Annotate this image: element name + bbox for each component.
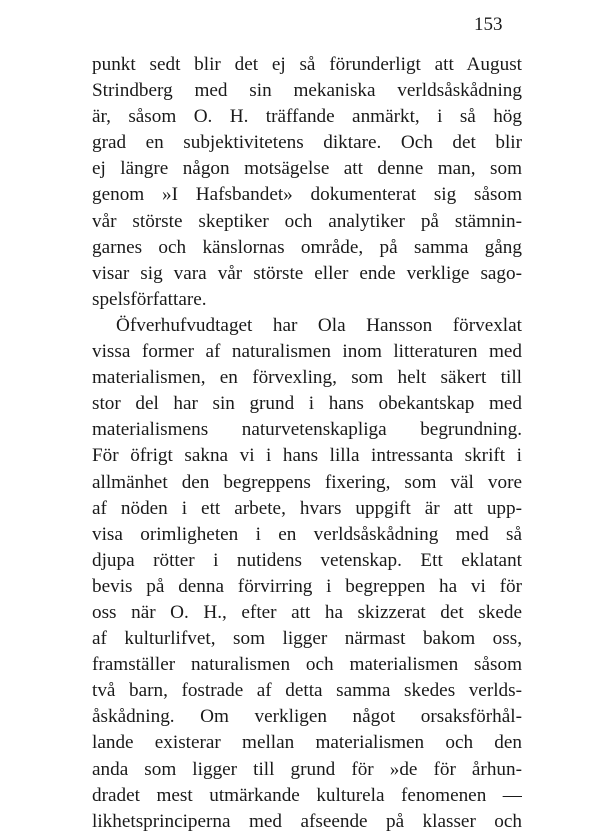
text-line: dradet mest utmärkande kulturela fenomenen — <box>92 784 522 806</box>
text-line: likhetsprinciperna med afseende på klasser och <box>92 810 522 832</box>
page-number: 153 <box>474 14 503 35</box>
text-line: garnes och känslornas område, på samma gång <box>92 236 522 258</box>
text-line: punkt sedt blir det ej så förunderligt att August <box>92 54 522 75</box>
text-line: materialismens naturvetenskapliga begrundning. <box>92 419 522 441</box>
text-line: materialismen, en förvexling, som helt säkert till <box>92 367 522 389</box>
text-line: är, såsom O. H. träffande anmärkt, i så hög <box>92 106 522 128</box>
text-line: djupa rötter i nutidens vetenskap. Ett eklatant <box>92 549 522 571</box>
text-line: bevis på denna förvirring i begreppen ha vi för <box>92 575 522 597</box>
text-line: af nöden i ett arbete, hvars uppgift är att upp- <box>92 497 522 519</box>
text-line: lande existerar mellan materialismen och den <box>92 732 522 754</box>
text-line: visar sig vara vår störste eller ende verklige sago- <box>92 262 522 284</box>
text-line: stor del har sin grund i hans obekantskap med <box>92 393 522 415</box>
body-text <box>92 52 522 835</box>
text-line: Strindberg med sin mekaniska verldsåskådning <box>92 80 522 102</box>
text-line: genom »I Hafsbandet» dokumenterat sig såsom <box>92 184 522 206</box>
text-line: åskådning. Om verkligen något orsaksförhål- <box>92 706 522 728</box>
text-line: två barn, fostrade af detta samma skedes verlds- <box>92 680 522 702</box>
text-line: visa orimligheten i en verldsåskådning med så <box>92 523 522 545</box>
text-line: oss när O. H., efter att ha skizzerat det skede <box>92 601 522 623</box>
text-line: ej längre någon motsägelse att denne man, som <box>92 158 522 180</box>
text-line: af kulturlifvet, som ligger närmast bakom oss, <box>92 628 522 650</box>
text-line: grad en subjektivitetens diktare. Och det blir <box>92 132 522 154</box>
text-line: spelsförfattare. <box>92 288 207 310</box>
paragraph-start-line: Öfverhufvudtaget har Ola Hansson förvexlat <box>116 314 522 336</box>
text-line: För öfrigt sakna vi i hans lilla intressanta skrift i <box>92 445 522 467</box>
text-line: vår störste skeptiker och analytiker på stämnin- <box>92 210 522 232</box>
text-line: vissa former af naturalismen inom litteraturen med <box>92 341 522 363</box>
text-line: allmänhet den begreppens fixering, som väl vore <box>92 471 522 493</box>
text-line: anda som ligger till grund för »de för århun- <box>92 758 522 780</box>
text-line: framställer naturalismen och materialismen såsom <box>92 654 522 676</box>
